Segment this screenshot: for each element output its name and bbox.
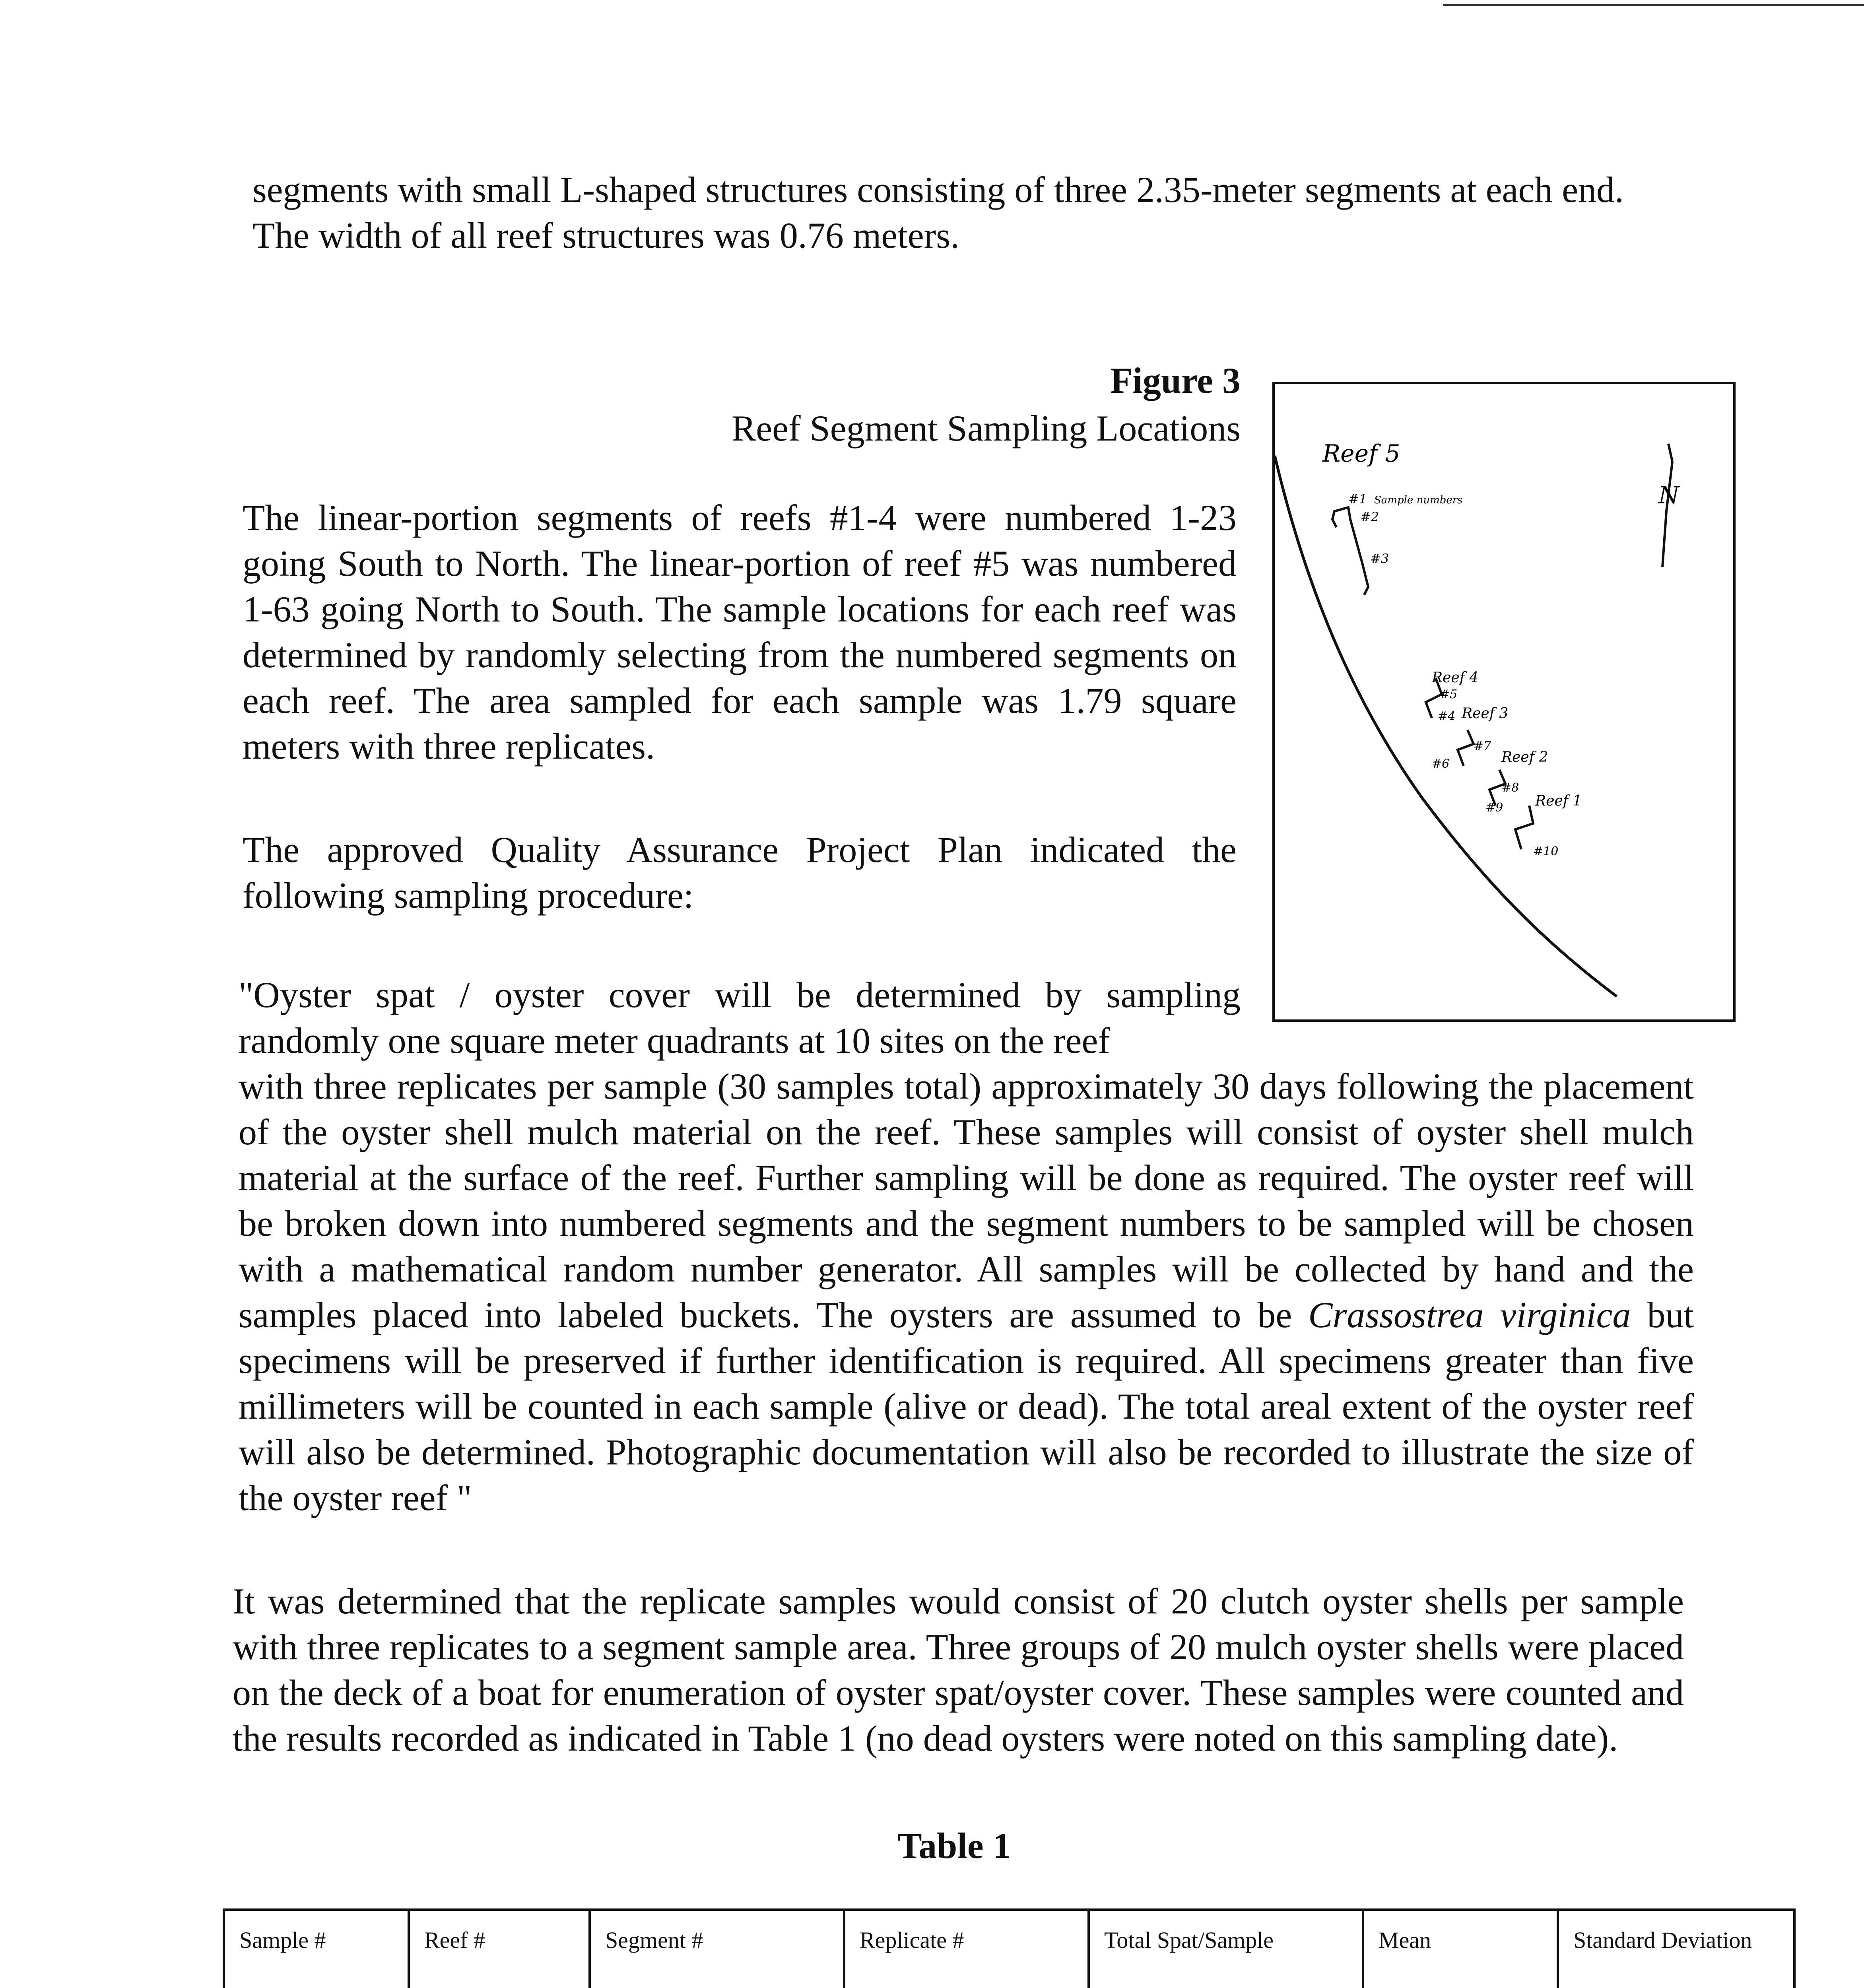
reef-map-drawing [1275, 384, 1733, 1019]
figure-title: Figure 3 [1110, 360, 1241, 401]
label-seg3: #3 [1370, 551, 1389, 566]
shoreline-line [1275, 456, 1617, 996]
label-seg8: #8 [1501, 781, 1519, 795]
label-reef3: Reef 3 [1462, 705, 1509, 722]
north-arrow [1662, 462, 1672, 567]
paragraph-qapp: The approved Quality Assurance Project Plan indicated the following sampling procedure: [243, 829, 1237, 916]
label-seg2: #2 [1360, 509, 1379, 524]
intro-line-2: The width of all reef structures was 0.76 meters. [252, 215, 960, 256]
reef-map-figure [1272, 382, 1736, 1022]
quote-body-text: with three replicates per sample (30 samples total) approximately 30 days following the placement of the oyster shell mulch material on the reef. These samples will consist of oyster shell mulch material at the surface of the reef. Further sampling will be done as required. The oyster reef will be broken down into numbered segments and the segment numbers to be sampled will be chosen with a mathematical random number generator. All samples will be collected by hand and the samples placed into labeled buckets. The oysters are assumed to be [239, 1066, 1694, 1335]
table-header-row [224, 1910, 1794, 1988]
label-seg4: #4 [1438, 709, 1456, 723]
label-seg6: #6 [1432, 757, 1450, 771]
paragraph-segments: The linear-portion segments of reefs #1-4 were numbered 1-23 going South to North. The linear-portion of reef #5 was numbered 1-63 going North to South. The sample locations for each reef was determined by randomly selecting from the numbered segments on each reef. The area sampled for each sample was 1.79 square meters with three replicates. [243, 497, 1237, 767]
quote-start: "Oyster spat / oyster cover will be determined by sampling randomly one square meter quadrants at 10 sites on the reef [239, 975, 1241, 1061]
label-reef4: Reef 4 [1432, 670, 1479, 686]
label-sample-numbers: Sample numbers [1374, 494, 1463, 506]
spat-count-table [223, 1908, 1796, 1988]
header-cell: Reef # [409, 1910, 590, 1988]
label-seg5: #5 [1440, 687, 1458, 701]
header-cell: Replicate # [844, 1910, 1089, 1988]
quote-end-text: but specimens will be preserved if further identification is required. All specimens greater than five millimeters will be counted in each sample (alive or dead). The total areal extent of the oyster reef will also be determined. Photographic documentation will also be recorded to illustrate the size of the oyster reef " [239, 1295, 1694, 1518]
table-title: Table 1 [897, 1825, 1011, 1866]
header-cell: Total Spat/Sample [1089, 1910, 1363, 1988]
label-reef5: Reef 5 [1322, 440, 1400, 468]
quote-body [239, 1064, 1694, 1521]
paragraph-replicates: It was determined that the replicate samples would consist of 20 clutch oyster shells per sample with three replicates to a segment sample area. Three groups of 20 mulch oyster shells were placed on the deck of a boat for enumeration of oyster spat/oyster cover. These samples were counted and the results recorded as indicated in Table 1 (no dead oysters were noted on this sampling date). [233, 1581, 1684, 1759]
label-seg1: #1 [1348, 491, 1367, 507]
header-cell: Standard Deviation [1558, 1910, 1794, 1988]
label-seg10: #10 [1533, 845, 1559, 858]
header-cell: Mean [1363, 1910, 1558, 1988]
header-cell: Sample # [224, 1910, 409, 1988]
reef3-structure [1458, 730, 1474, 766]
label-reef2: Reef 2 [1501, 749, 1548, 765]
reef1-structure [1515, 806, 1533, 849]
label-north: N [1658, 481, 1680, 509]
figure-subtitle: Reef Segment Sampling Locations [731, 408, 1241, 448]
label-reef1: Reef 1 [1535, 793, 1582, 809]
label-seg7: #7 [1474, 739, 1491, 753]
header-cell: Segment # [590, 1910, 844, 1988]
intro-line-1: segments with small L-shaped structures consisting of three 2.35-meter segments at each end. [252, 169, 1624, 210]
species-name: Crassostrea virginica [1308, 1295, 1631, 1335]
label-seg9: #9 [1485, 801, 1503, 815]
top-edge-rule [1443, 4, 1864, 6]
